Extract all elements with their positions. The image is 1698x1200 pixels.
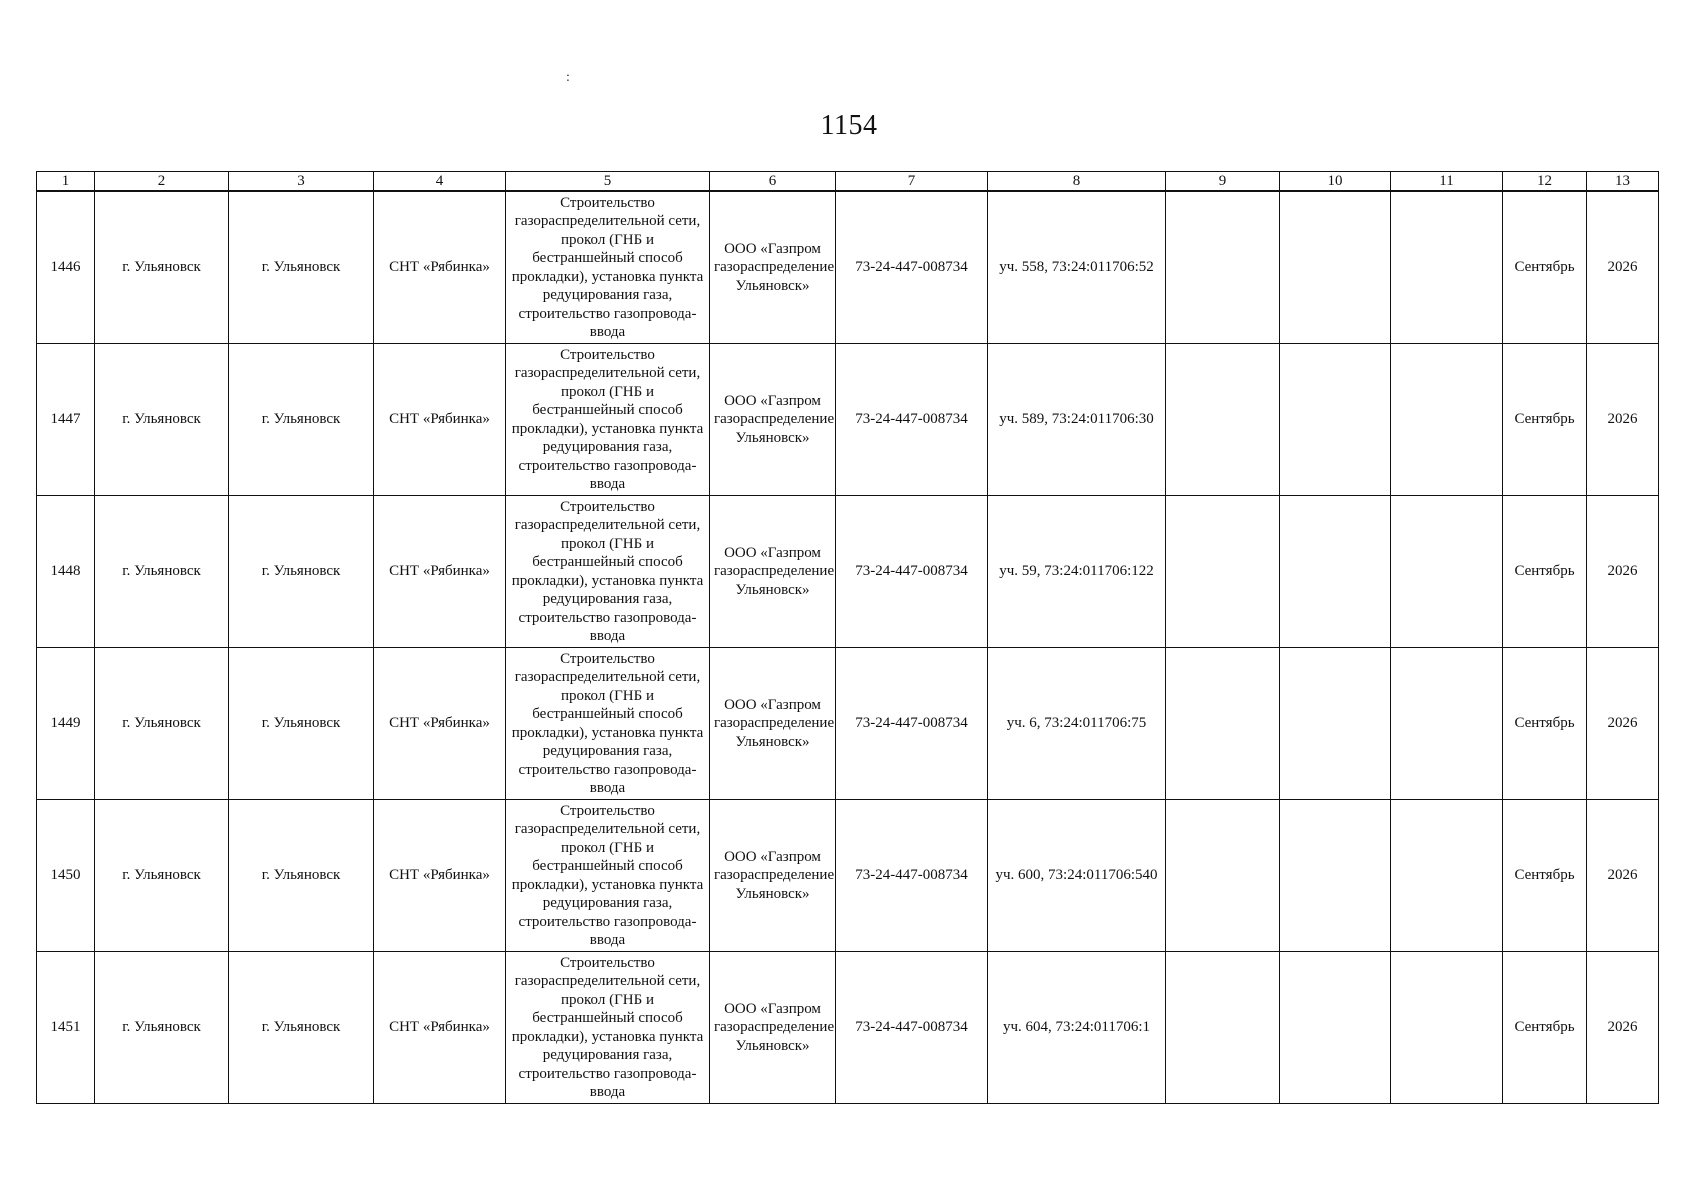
column-header: 2 <box>95 172 229 192</box>
cell-number: 1450 <box>37 800 95 952</box>
cell-number: 1448 <box>37 496 95 648</box>
cell-snt: СНТ «Рябинка» <box>374 952 506 1104</box>
cell-organization: ООО «Газпром газораспределение Ульяновск» <box>710 800 836 952</box>
table-row <box>37 952 1659 1104</box>
cell-year: 2026 <box>1587 800 1659 952</box>
column-header: 9 <box>1166 172 1280 192</box>
cell-snt: СНТ «Рябинка» <box>374 648 506 800</box>
column-header: 6 <box>710 172 836 192</box>
cell-number: 1446 <box>37 191 95 344</box>
table-row <box>37 344 1659 496</box>
cell-number: 1449 <box>37 648 95 800</box>
cell-empty <box>1391 496 1503 648</box>
cell-plot: уч. 6, 73:24:011706:75 <box>988 648 1166 800</box>
cell-settlement: г. Ульяновск <box>229 344 374 496</box>
cell-empty <box>1391 800 1503 952</box>
cell-work-description: Строительство газораспределительной сети, прокол (ГНБ и бестраншейный способ прокладки), установка пункта редуцирования газа, строительство газопровода-ввода <box>506 952 710 1104</box>
cell-work-description: Строительство газораспределительной сети, прокол (ГНБ и бестраншейный способ прокладки), установка пункта редуцирования газа, строительство газопровода-ввода <box>506 344 710 496</box>
cell-settlement: г. Ульяновск <box>229 496 374 648</box>
column-header: 13 <box>1587 172 1659 192</box>
cell-empty <box>1166 800 1280 952</box>
cell-plot: уч. 604, 73:24:011706:1 <box>988 952 1166 1104</box>
cell-year: 2026 <box>1587 952 1659 1104</box>
cell-empty <box>1391 191 1503 344</box>
cell-month: Сентябрь <box>1503 952 1587 1104</box>
cell-month: Сентябрь <box>1503 800 1587 952</box>
column-header: 12 <box>1503 172 1587 192</box>
column-header: 5 <box>506 172 710 192</box>
cell-work-description: Строительство газораспределительной сети, прокол (ГНБ и бестраншейный способ прокладки), установка пункта редуцирования газа, строительство газопровода-ввода <box>506 648 710 800</box>
cell-municipality: г. Ульяновск <box>95 496 229 648</box>
cell-settlement: г. Ульяновск <box>229 191 374 344</box>
cell-empty <box>1166 952 1280 1104</box>
cell-plot: уч. 59, 73:24:011706:122 <box>988 496 1166 648</box>
column-header: 11 <box>1391 172 1503 192</box>
cell-month: Сентябрь <box>1503 191 1587 344</box>
table-row <box>37 191 1659 344</box>
cell-year: 2026 <box>1587 496 1659 648</box>
cell-organization: ООО «Газпром газораспределение Ульяновск» <box>710 648 836 800</box>
cell-code: 73-24-447-008734 <box>836 344 988 496</box>
page-number: 1154 <box>820 110 878 141</box>
cell-empty <box>1166 496 1280 648</box>
cell-organization: ООО «Газпром газораспределение Ульяновск» <box>710 344 836 496</box>
cell-year: 2026 <box>1587 191 1659 344</box>
cell-code: 73-24-447-008734 <box>836 496 988 648</box>
column-header: 10 <box>1280 172 1391 192</box>
cell-number: 1447 <box>37 344 95 496</box>
cell-empty <box>1280 800 1391 952</box>
cell-snt: СНТ «Рябинка» <box>374 496 506 648</box>
cell-work-description: Строительство газораспределительной сети, прокол (ГНБ и бестраншейный способ прокладки), установка пункта редуцирования газа, строительство газопровода-ввода <box>506 800 710 952</box>
cell-code: 73-24-447-008734 <box>836 800 988 952</box>
table-row <box>37 496 1659 648</box>
cell-empty <box>1391 952 1503 1104</box>
cell-month: Сентябрь <box>1503 648 1587 800</box>
table-row <box>37 800 1659 952</box>
scan-speck: : <box>566 70 570 85</box>
cell-settlement: г. Ульяновск <box>229 648 374 800</box>
cell-year: 2026 <box>1587 344 1659 496</box>
cell-municipality: г. Ульяновск <box>95 648 229 800</box>
cell-empty <box>1391 648 1503 800</box>
cell-settlement: г. Ульяновск <box>229 800 374 952</box>
cell-work-description: Строительство газораспределительной сети, прокол (ГНБ и бестраншейный способ прокладки), установка пункта редуцирования газа, строительство газопровода-ввода <box>506 191 710 344</box>
cell-organization: ООО «Газпром газораспределение Ульяновск» <box>710 191 836 344</box>
cell-empty <box>1280 648 1391 800</box>
cell-empty <box>1280 952 1391 1104</box>
cell-work-description: Строительство газораспределительной сети, прокол (ГНБ и бестраншейный способ прокладки), установка пункта редуцирования газа, строительство газопровода-ввода <box>506 496 710 648</box>
cell-organization: ООО «Газпром газораспределение Ульяновск» <box>710 952 836 1104</box>
cell-empty <box>1280 496 1391 648</box>
cell-organization: ООО «Газпром газораспределение Ульяновск» <box>710 496 836 648</box>
registry-table <box>36 171 1659 1104</box>
cell-municipality: г. Ульяновск <box>95 344 229 496</box>
column-header: 1 <box>37 172 95 192</box>
cell-snt: СНТ «Рябинка» <box>374 191 506 344</box>
cell-code: 73-24-447-008734 <box>836 191 988 344</box>
column-header: 4 <box>374 172 506 192</box>
cell-municipality: г. Ульяновск <box>95 191 229 344</box>
cell-plot: уч. 558, 73:24:011706:52 <box>988 191 1166 344</box>
cell-municipality: г. Ульяновск <box>95 800 229 952</box>
cell-plot: уч. 600, 73:24:011706:540 <box>988 800 1166 952</box>
cell-empty <box>1280 191 1391 344</box>
column-header: 7 <box>836 172 988 192</box>
column-header: 8 <box>988 172 1166 192</box>
cell-snt: СНТ «Рябинка» <box>374 800 506 952</box>
cell-snt: СНТ «Рябинка» <box>374 344 506 496</box>
cell-year: 2026 <box>1587 648 1659 800</box>
cell-number: 1451 <box>37 952 95 1104</box>
cell-municipality: г. Ульяновск <box>95 952 229 1104</box>
column-header: 3 <box>229 172 374 192</box>
cell-month: Сентябрь <box>1503 496 1587 648</box>
cell-plot: уч. 589, 73:24:011706:30 <box>988 344 1166 496</box>
cell-empty <box>1280 344 1391 496</box>
cell-empty <box>1391 344 1503 496</box>
cell-code: 73-24-447-008734 <box>836 952 988 1104</box>
table-header-row <box>37 172 1659 192</box>
cell-empty <box>1166 344 1280 496</box>
cell-empty <box>1166 191 1280 344</box>
table-row <box>37 648 1659 800</box>
cell-empty <box>1166 648 1280 800</box>
cell-code: 73-24-447-008734 <box>836 648 988 800</box>
cell-month: Сентябрь <box>1503 344 1587 496</box>
cell-settlement: г. Ульяновск <box>229 952 374 1104</box>
